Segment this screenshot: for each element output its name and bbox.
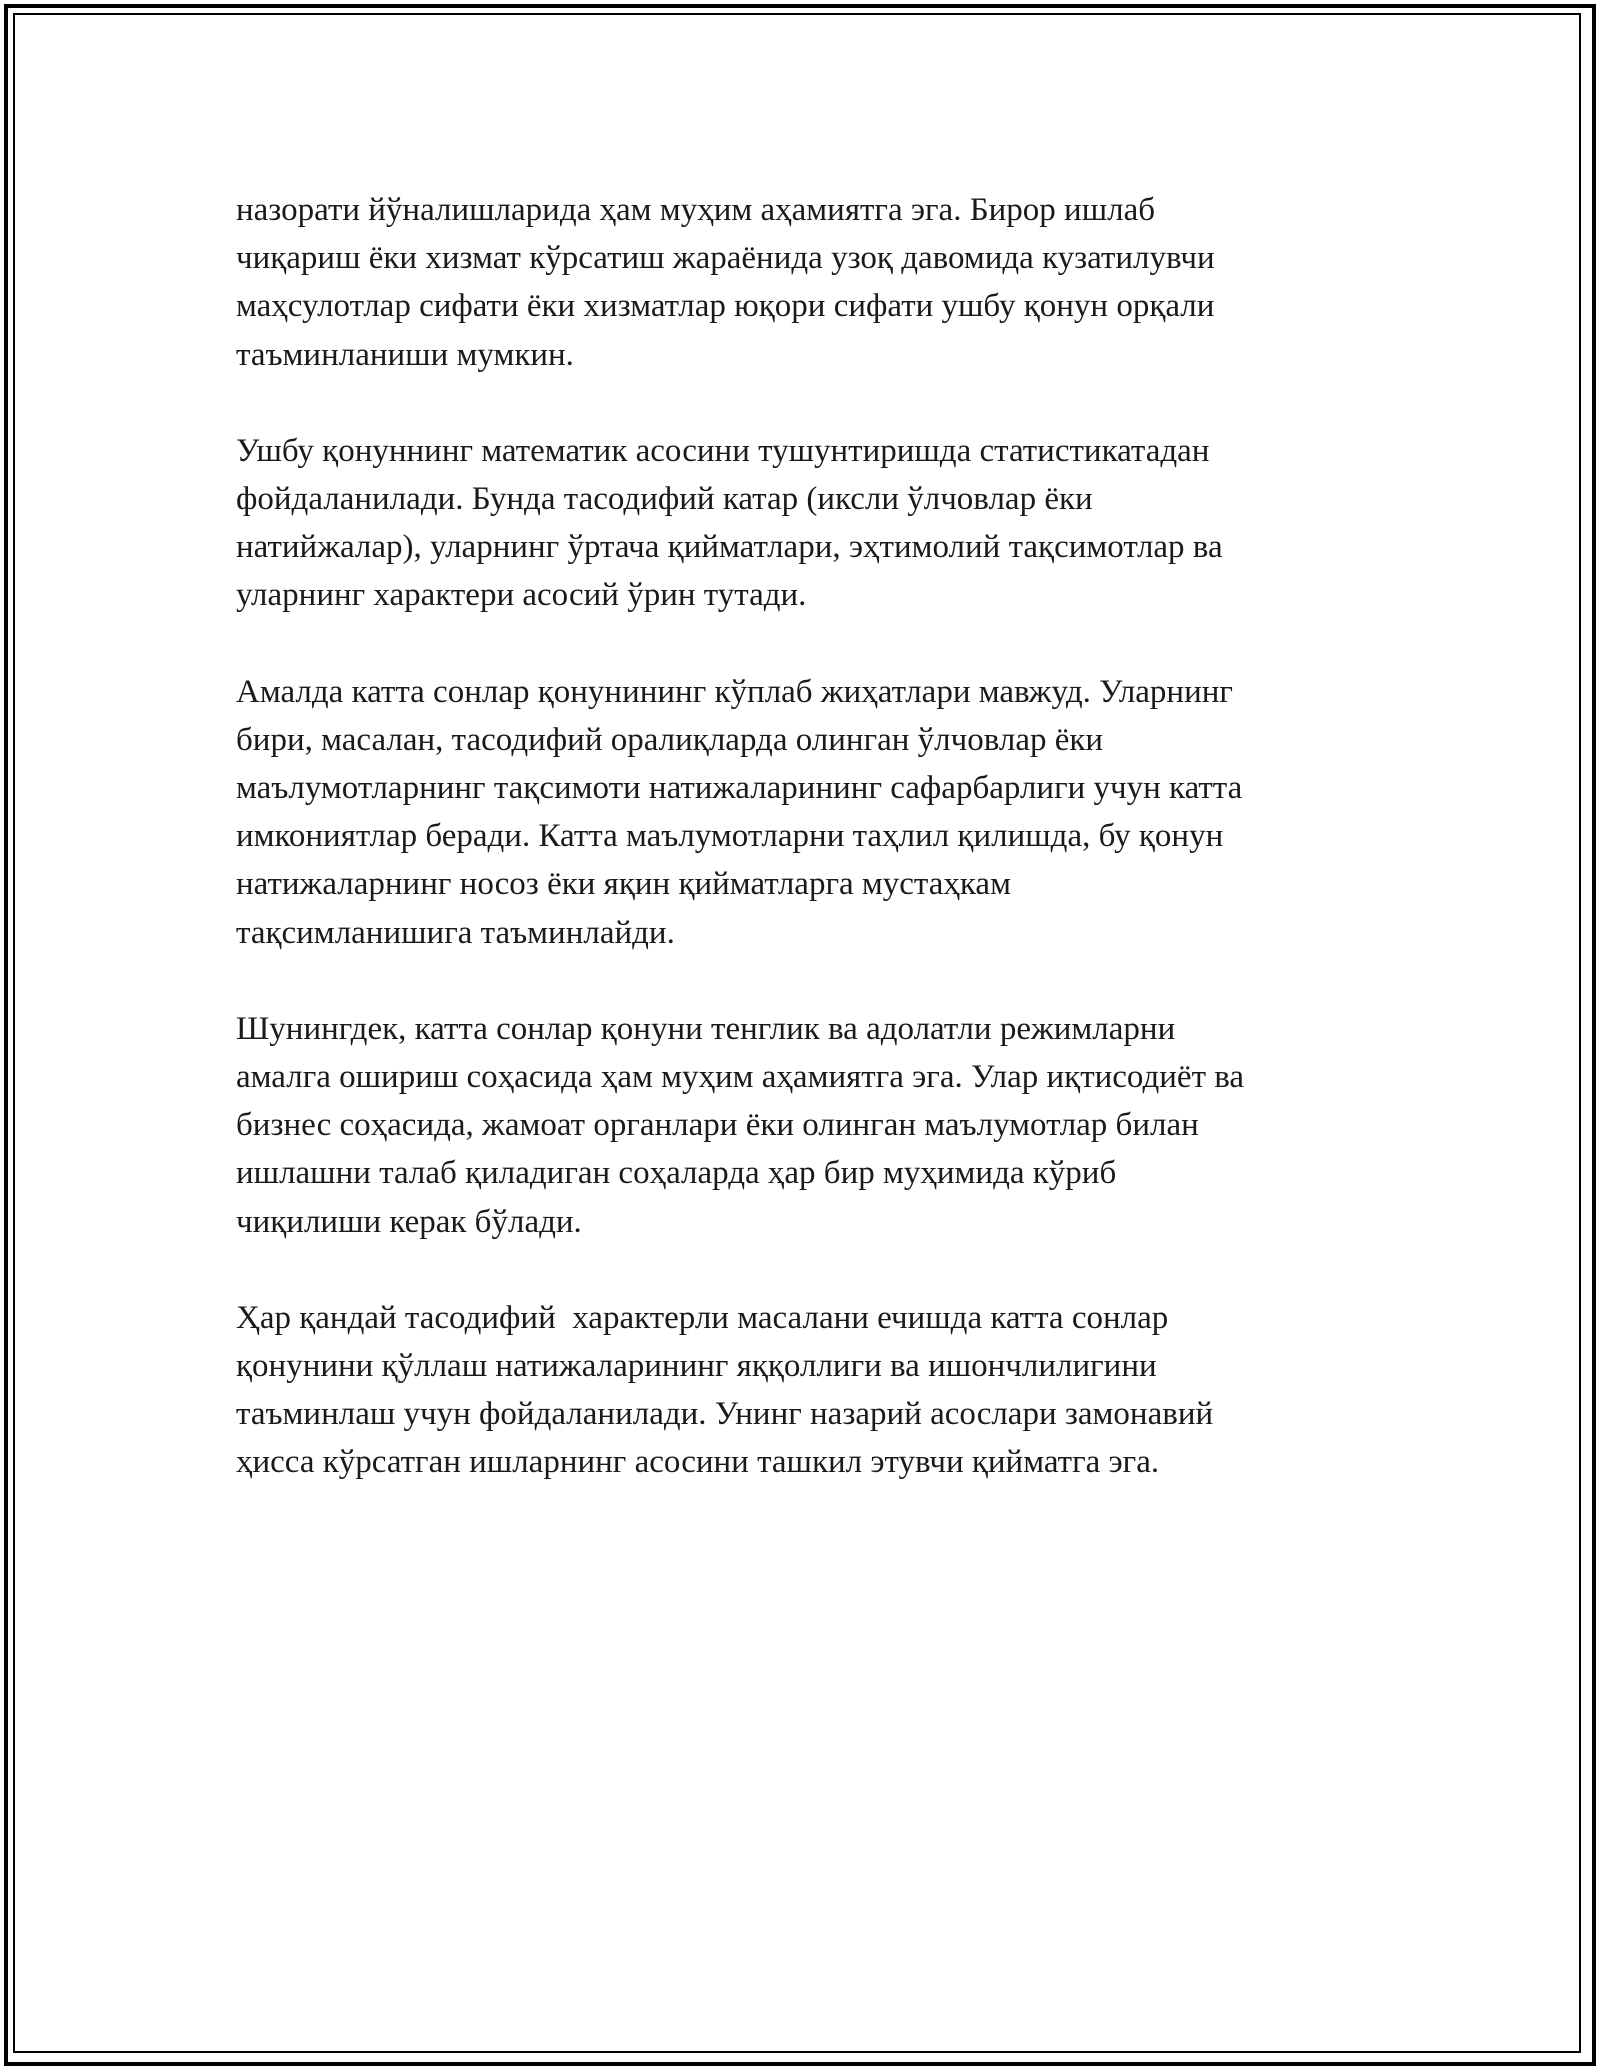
paragraph-4: Шунингдек, катта сонлар қонуни тенглик ва адолатли режимларни амалга ошириш соҳасида ҳам муҳим аҳамиятга эга. Улар иқтисодиёт ва бизнес соҳасида, жамоат органлари ёки олинган маълумотлар билан ишлашни талаб қиладиган соҳаларда ҳар бир муҳимида кўриб чиқилиши керак бўлади. [236,1010,1245,1240]
document-body [236,186,1416,1487]
paragraph-5: Ҳар қандай тасодифий характерли масалани ечишда катта сонлар қонунини қўллаш натижаларининг яққоллиги ва ишончлилигини таъминлаш учун фойдаланилади. Унинг назарий асослари замонавий ҳисса кўрсатган ишларнинг асосини ташкил этувчи қийматга эга. [236,1299,1214,1481]
paragraph-3: Амалда катта сонлар қонунининг кўплаб жиҳатлари мавжуд. Уларнинг бири, масалан, тасодифий оралиқларда олинган ўлчовлар ёки маълумотларнинг тақсимоти натижаларининг сафарбарлиги учун катта имкониятлар беради. Катта маълумотларни таҳлил қилишда, бу қонун натижаларнинг носоз ёки яқин қийматларга мустаҳкам тақсимланишига таъминлайди. [236,673,1243,951]
paragraph-1: назорати йўналишларида ҳам муҳим аҳамиятга эга. Бирор ишлаб чиқариш ёки хизмат кўрсатиш жараёнида узоқ давомида кузатилувчи маҳсулотлар сифати ёки хизматлар юқори сифати ушбу қонун орқали таъминланиши мумкин. [236,192,1215,373]
paragraph-2: Ушбу қонуннинг математик асосини тушунтиришда статистикатадан фойдаланилади. Бунда тасодифий катар (иксли ўлчовлар ёки натийжалар), уларнинг ўртача қийматлари, эҳтимолий тақсимотлар ва уларнинг характери асосий ўрин тутади. [236,432,1223,614]
